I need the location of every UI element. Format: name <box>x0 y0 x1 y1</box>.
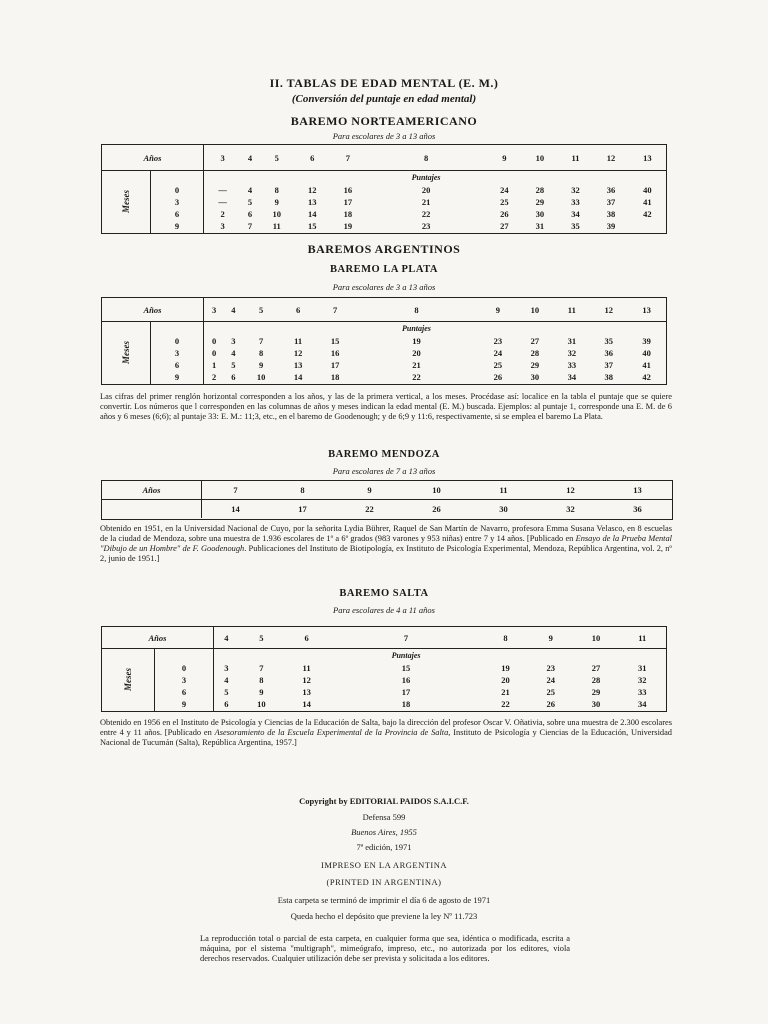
score-column <box>528 649 573 712</box>
score-cell: 5 <box>231 360 236 370</box>
score-cell: 33 <box>638 687 647 697</box>
score-column <box>330 171 366 234</box>
score-cell: 20 <box>421 185 431 195</box>
score-column <box>487 171 523 234</box>
score-cell: 32 <box>567 348 577 358</box>
score-cell: 8 <box>259 348 264 358</box>
score-cell: 9 <box>274 197 279 207</box>
page-subtitle: (Conversión del puntaje en edad mental) <box>291 93 477 105</box>
score-cell: 30 <box>499 504 508 514</box>
score-cell: 2 <box>211 372 217 382</box>
age-header: 6 <box>280 298 317 322</box>
score-column <box>627 322 666 385</box>
score-column <box>479 322 516 385</box>
score-cell: 21 <box>421 197 431 207</box>
score-cell: 22 <box>421 209 431 219</box>
score-column <box>224 322 242 385</box>
age-header: 10 <box>432 485 441 495</box>
score-cell: 25 <box>493 360 503 370</box>
score-cell: 42 <box>643 209 652 219</box>
table-mendoza <box>101 480 673 520</box>
score-cell: 39 <box>606 221 616 231</box>
score-cell: 23 <box>546 663 555 673</box>
months-column <box>151 171 204 234</box>
score-cell: 17 <box>343 197 353 207</box>
sub-laplata: Para escolares de 3 a 13 años <box>332 282 436 292</box>
score-column <box>204 322 225 385</box>
score-cell: 4 <box>224 675 229 685</box>
score-cell: 17 <box>401 687 411 697</box>
age-header: 5 <box>259 145 295 171</box>
score-cell: 20 <box>412 348 421 358</box>
score-cell: 26 <box>493 372 503 382</box>
age-header: 4 <box>214 627 239 649</box>
age-header: 13 <box>627 298 666 322</box>
score-column <box>558 171 594 234</box>
age-header: 12 <box>566 485 575 495</box>
page-title: II. TABLAS DE EDAD MENTAL (E. M.) <box>269 76 499 90</box>
score-cell <box>629 220 666 232</box>
sub-norteamericano: Para escolares de 3 a 13 años <box>332 131 436 141</box>
age-header: 11 <box>553 298 590 322</box>
month-label: 0 <box>174 185 180 195</box>
age-header: 13 <box>633 485 642 495</box>
copyright: Copyright by EDITORIAL PAIDOS S.A.I.C.F. <box>299 796 469 806</box>
score-cell: 0 <box>211 336 217 346</box>
score-cell: 33 <box>571 197 580 207</box>
table-laplata <box>101 297 667 385</box>
score-column <box>243 322 280 385</box>
score-cell: 28 <box>591 675 601 685</box>
score-cell: 31 <box>638 663 647 673</box>
label-anos: Años <box>102 298 204 322</box>
score-cell: 7 <box>259 336 264 346</box>
score-cell: 33 <box>567 360 577 370</box>
score-cell: 11 <box>302 663 311 673</box>
score-column <box>241 171 259 234</box>
age-header: 8 <box>366 145 487 171</box>
age-header: 3 <box>204 298 225 322</box>
month-label: 3 <box>174 197 180 207</box>
score-column <box>516 322 553 385</box>
score-cell: 41 <box>643 197 652 207</box>
score-cell: 10 <box>272 209 281 219</box>
score-cell: 42 <box>642 372 651 382</box>
laplata-note: Las cifras del primer renglón horizontal corresponden a los años, y las de la primera vertical, a los meses. Procédase así: localice en la tabla el puntaje que se quiere convertir. Los números que l corresponden en las columnas de años y meses indican la edad mental (E. M.) buscada. Ejemplos: al puntaje 1, corresponde una E. M. de 6 años y 6 meses (6;6); al puntaje 33: E. M.: 11;3, etc., en el baremo de Goodenough; y de 6;9 y 11:6, respectivamente, si se emplea el baremo La Plata. <box>100 392 672 421</box>
score-cell: 22 <box>365 504 374 514</box>
printed-label: IMPRESO EN LA ARGENTINA <box>320 860 448 870</box>
score-cell: 34 <box>638 699 647 709</box>
age-header: 10 <box>573 627 618 649</box>
score-cell: 17 <box>298 504 307 514</box>
score-cell: 11 <box>294 336 303 346</box>
score-cell: 28 <box>530 348 540 358</box>
score-cell: 10 <box>256 372 266 382</box>
score-cell: 34 <box>567 372 577 382</box>
month-label: 0 <box>174 336 180 346</box>
age-header: 9 <box>367 485 372 495</box>
month-label: 9 <box>174 372 180 382</box>
age-header: 6 <box>295 145 331 171</box>
score-cell: 32 <box>638 675 647 685</box>
table-salta <box>101 626 667 712</box>
score-cell: 26 <box>500 209 509 219</box>
score-cell: 37 <box>604 360 614 370</box>
heading-salta: BAREMO SALTA <box>339 588 429 599</box>
score-cell: 31 <box>567 336 577 346</box>
score-cell: 40 <box>642 348 651 358</box>
score-cell: 15 <box>401 663 411 673</box>
score-column <box>573 649 618 712</box>
score-cell: 8 <box>274 185 279 195</box>
score-cell: 15 <box>330 336 340 346</box>
score-cell: 2 <box>220 209 225 219</box>
score-cell: 23 <box>493 336 503 346</box>
score-column <box>590 322 627 385</box>
label-meses: Meses <box>123 667 133 691</box>
edition: 7ª edición, 1971 <box>356 842 412 852</box>
score-cell: 19 <box>412 336 421 346</box>
score-column <box>483 649 528 712</box>
score-cell: 27 <box>530 336 540 346</box>
score-column <box>204 171 242 234</box>
score-cell: 21 <box>501 687 510 697</box>
score-column <box>317 322 354 385</box>
age-header: 8 <box>354 298 480 322</box>
score-cell: 31 <box>535 221 545 231</box>
score-column <box>619 649 667 712</box>
score-cell: 24 <box>546 675 555 685</box>
score-cell: 19 <box>501 663 510 673</box>
age-header: 3 <box>204 145 242 171</box>
score-cell: 22 <box>412 372 421 382</box>
score-cell: 16 <box>330 348 340 358</box>
score-cell: 35 <box>604 336 614 346</box>
label-anos: Años <box>102 627 214 649</box>
label-puntajes: Puntajes <box>402 324 431 333</box>
score-cell: 12 <box>302 675 311 685</box>
score-cell: 30 <box>530 372 540 382</box>
mendoza-note: Obtenido en 1951, en la Universidad Nacional de Cuyo, por la señorita Lydia Bührer, Raquel de San Martín de Navarro, profesora Emma Susana Velasco, en 8 escuelas de la ciudad de Mendoza, sobre una muestra de 1.936 escolares de 1º a 6º grados (983 varones y 953 niñas) entre 7 y 14 años. [Publicado en Ensayo de la Prueba Mental "Dibujo de un Hombre" de F. Goodenough. Publicaciones del Instituto de Biotipología, ex Instituto de Psicología Experimental, Mendoza, República Argentina, vol. 2, nº 2, junio de 1951.] <box>100 524 673 563</box>
score-column <box>214 649 239 712</box>
age-header: 9 <box>528 627 573 649</box>
score-cell: 22 <box>501 699 510 709</box>
score-cell: 13 <box>302 687 311 697</box>
score-cell: 18 <box>401 699 411 709</box>
score-cell: 0 <box>211 348 217 358</box>
sub-mendoza: Para escolares de 7 a 13 años <box>332 466 436 476</box>
score-cell: 16 <box>401 675 411 685</box>
score-cell: 36 <box>604 348 614 358</box>
score-cell: 5 <box>224 687 229 697</box>
label-meses: Meses <box>121 189 131 213</box>
score-cell: 23 <box>421 221 431 231</box>
score-cell: 14 <box>293 372 303 382</box>
month-label: 9 <box>181 699 187 709</box>
age-header: 6 <box>284 627 329 649</box>
score-cell: 41 <box>642 360 651 370</box>
legal-deposit: Queda hecho el depósito que previene la ley Nº 11.723 <box>290 911 478 921</box>
score-cell: 25 <box>500 197 509 207</box>
score-cell: 19 <box>343 221 353 231</box>
score-column <box>329 649 483 712</box>
score-cell: 32 <box>571 185 580 195</box>
age-header: 9 <box>487 145 523 171</box>
score-cell: 26 <box>546 699 555 709</box>
score-cell: 18 <box>330 372 340 382</box>
age-header: 11 <box>619 627 667 649</box>
month-label: 3 <box>181 675 187 685</box>
score-cell: 8 <box>259 675 264 685</box>
heading-norteamericano: BAREMO NORTEAMERICANO <box>290 114 478 128</box>
age-header: 9 <box>479 298 516 322</box>
age-header: 4 <box>241 145 259 171</box>
age-header: 12 <box>593 145 629 171</box>
score-cell: 3 <box>220 221 225 231</box>
month-label: 3 <box>174 348 180 358</box>
score-cell: 13 <box>308 197 317 207</box>
score-cell: 4 <box>247 185 253 195</box>
months-column <box>155 649 214 712</box>
score-cell: 30 <box>535 209 545 219</box>
age-header: 8 <box>300 485 305 495</box>
month-label: 6 <box>174 360 180 370</box>
score-cell: 24 <box>493 348 503 358</box>
table-norteamericano <box>101 144 667 234</box>
score-cell: 14 <box>308 209 317 219</box>
score-column <box>553 322 590 385</box>
score-cell: 29 <box>530 360 540 370</box>
score-column <box>284 649 329 712</box>
rights-notice: La reproducción total o parcial de esta carpeta, en cualquier forma que sea, idéntica o modificada, escrita a máquina, por el sistema "multigraph", mimeógrafo, impreso, etc., no autorizada por los editores, viola derechos reservados. Cualquier utilización debe ser prevista y solicitada a los editores. <box>200 934 570 963</box>
score-cell: 6 <box>224 699 229 709</box>
printed-en: (PRINTED IN ARGENTINA) <box>326 877 442 887</box>
score-cell: 20 <box>501 675 510 685</box>
score-cell: 11 <box>272 221 281 231</box>
heading-argentinos: BAREMOS ARGENTINOS <box>307 242 461 256</box>
score-cell: 7 <box>259 663 264 673</box>
score-cell: 15 <box>308 221 317 231</box>
score-column <box>280 322 317 385</box>
score-cell: 10 <box>257 699 266 709</box>
score-cell: 7 <box>247 221 253 231</box>
score-column <box>239 649 284 712</box>
label-anos: Años <box>102 145 204 171</box>
score-cell: 3 <box>224 663 229 673</box>
heading-laplata: BAREMO LA PLATA <box>329 264 439 275</box>
score-cell: 39 <box>642 336 651 346</box>
score-cell: — <box>218 197 227 207</box>
score-cell: 36 <box>606 185 616 195</box>
age-header: 10 <box>516 298 553 322</box>
age-header: 7 <box>233 485 238 495</box>
score-cell: 27 <box>591 663 601 673</box>
address: Defensa 599 <box>362 812 406 822</box>
month-label: 9 <box>174 221 180 231</box>
score-cell: 12 <box>293 348 303 358</box>
score-column <box>259 171 295 234</box>
salta-note: Obtenido en 1956 en el Instituto de Psicología y Ciencias de la Educación de Salta, bajo la dirección del profesor Oscar V. Oñativia, sobre una muestra de 2.300 escolares entre 4 y 11 años. [Publicado en Asesoramiento de la Escuela Experimental de la Provincia de Salta, Instituto de Psicología y Ciencias de la Educación, Universidad Nacional de Tucumán (Salta), República Argentina, 1957.] <box>100 718 672 747</box>
score-cell: 4 <box>231 348 236 358</box>
age-header: 5 <box>239 627 284 649</box>
score-cell: 16 <box>343 185 353 195</box>
score-cell: 1 <box>211 360 217 370</box>
month-label: 0 <box>181 663 187 673</box>
score-column <box>629 171 667 234</box>
age-header: 7 <box>330 145 366 171</box>
score-cell: 14 <box>231 504 240 514</box>
month-label: 6 <box>174 209 180 219</box>
score-cell: 24 <box>500 185 509 195</box>
score-cell: 25 <box>546 687 555 697</box>
score-cell: 12 <box>308 185 317 195</box>
score-column <box>366 171 487 234</box>
age-header: 7 <box>329 627 483 649</box>
age-header: 12 <box>590 298 627 322</box>
score-cell: 9 <box>259 360 264 370</box>
score-cell: — <box>218 185 227 195</box>
score-cell: 6 <box>247 209 253 219</box>
finished-printing: Esta carpeta se terminó de imprimir el día 6 de agosto de 1971 <box>277 895 491 905</box>
label-puntajes: Puntajes <box>391 651 421 660</box>
score-cell: 36 <box>633 504 642 514</box>
score-cell: 37 <box>606 197 616 207</box>
score-cell: 21 <box>412 360 421 370</box>
label-meses: Meses <box>121 340 131 364</box>
score-cell: 34 <box>571 209 580 219</box>
sub-salta: Para escolares de 4 a 11 años <box>333 605 435 615</box>
age-header: 5 <box>243 298 280 322</box>
age-header: 8 <box>483 627 528 649</box>
months-column <box>151 322 204 385</box>
age-header: 10 <box>522 145 558 171</box>
score-cell: 38 <box>606 209 616 219</box>
score-cell: 14 <box>302 699 311 709</box>
score-cell: 13 <box>293 360 303 370</box>
score-cell: 17 <box>330 360 340 370</box>
score-cell: 3 <box>231 336 236 346</box>
score-cell: 5 <box>247 197 253 207</box>
score-column <box>295 171 331 234</box>
heading-mendoza: BAREMO MENDOZA <box>328 449 440 460</box>
score-cell: 30 <box>591 699 601 709</box>
label-anos: Años <box>102 481 202 499</box>
city: Buenos Aires, 1955 <box>351 827 417 837</box>
score-column <box>593 171 629 234</box>
month-label: 6 <box>181 687 187 697</box>
score-cell: 38 <box>604 372 614 382</box>
score-cell: 32 <box>566 504 575 514</box>
score-cell: 26 <box>432 504 441 514</box>
score-column <box>354 322 480 385</box>
score-cell: 28 <box>535 185 545 195</box>
score-cell: 18 <box>343 209 353 219</box>
score-cell: 6 <box>231 372 236 382</box>
score-cell: 35 <box>571 221 580 231</box>
age-header: 13 <box>629 145 667 171</box>
score-cell: 27 <box>500 221 509 231</box>
score-cell: 29 <box>535 197 545 207</box>
score-cell: 29 <box>591 687 601 697</box>
score-cell: 9 <box>259 687 264 697</box>
label-puntajes: Puntajes <box>411 173 441 182</box>
age-header: 7 <box>317 298 354 322</box>
age-header: 11 <box>558 145 594 171</box>
score-cell: 40 <box>643 185 652 195</box>
age-header: 11 <box>499 485 508 495</box>
score-column <box>522 171 558 234</box>
age-header: 4 <box>224 298 242 322</box>
